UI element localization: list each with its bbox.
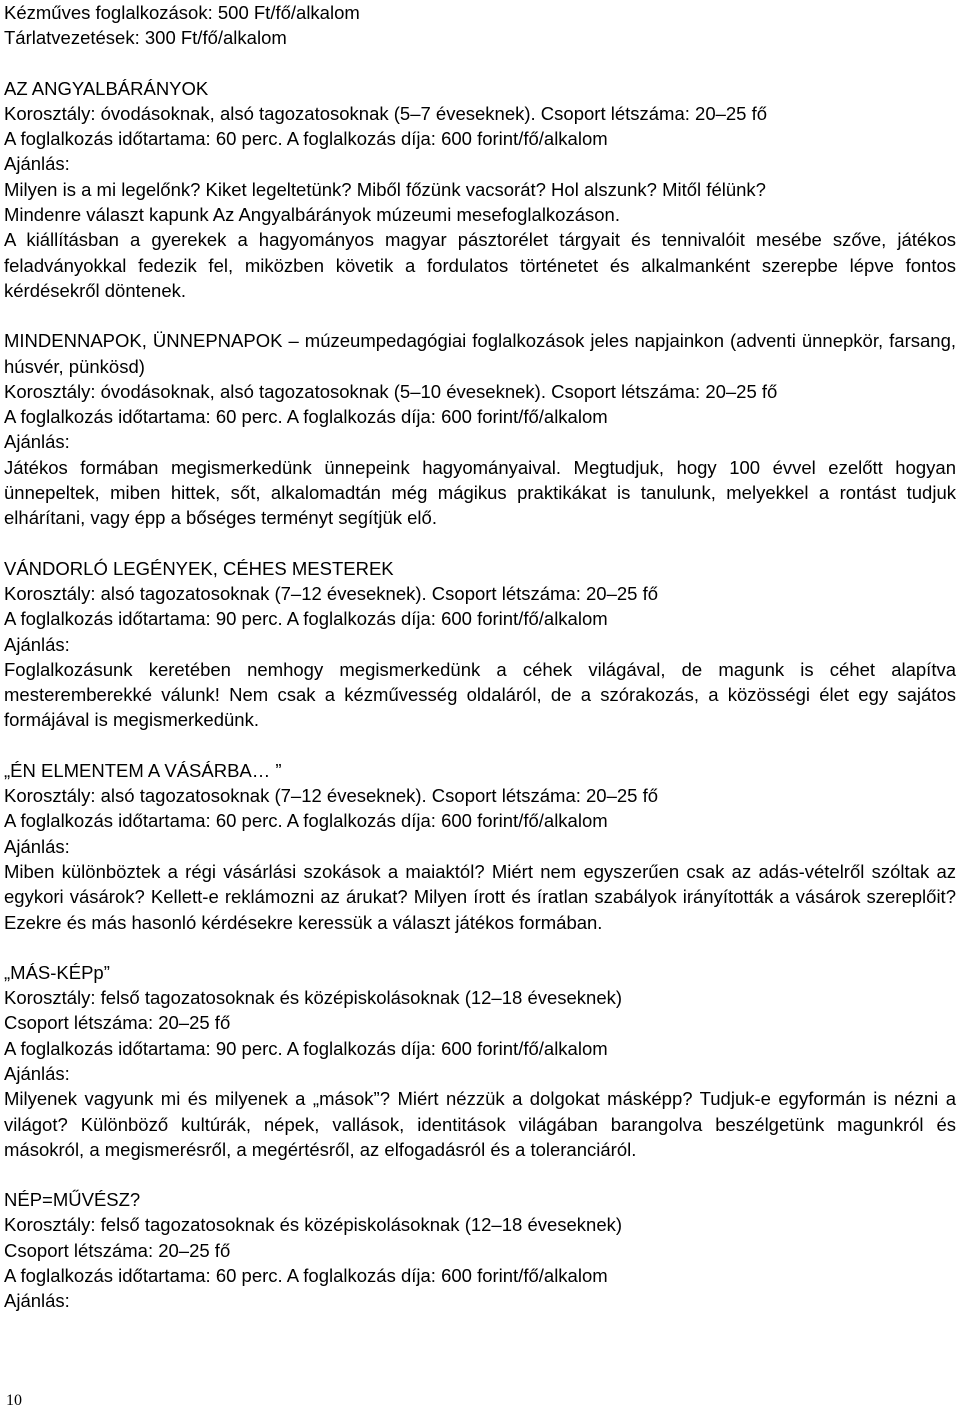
program-age-group: Korosztály: felső tagozatosoknak és középiskolásoknak (12–18 éveseknek) [4,1214,623,1236]
recommendation-label: Ajánlás: [4,1062,70,1084]
program-intro: Mindenre választ kapunk Az Angyalbárányok múzeumi mesefoglalkozáson. [4,204,620,226]
program-description: A kiállításban a gyerekek a hagyományos magyar pásztorélet tárgyait és tennivalóit mesébe szőve, játékos feladványokkal fedezik fel, miközben követik a fordulatos történetet és alkalmanként szerepbe lépve fontos kérdésekről döntenek. [4,229,956,301]
craft-price-line: Kézműves foglalkozások: 500 Ft/fő/alkalom [4,2,360,23]
program-vandorlo-legenyek [4,556,956,733]
program-mas-kepp [4,960,956,1162]
program-intro: Milyen is a mi legelőnk? Kiket legeltetünk? Miből főzünk vacsorát? Hol alszunk? Mitől félünk? [4,178,766,200]
program-duration-fee: A foglalkozás időtartama: 90 perc. A foglalkozás díja: 600 forint/fő/alkalom [4,1037,608,1059]
program-title: NÉP=MŰVÉSZ? [4,1189,141,1211]
program-title: „MÁS-KÉPp” [4,961,110,983]
program-nep-muvesz [4,1187,956,1313]
program-duration-fee: A foglalkozás időtartama: 60 perc. A foglalkozás díja: 600 forint/fő/alkalom [4,406,608,428]
recommendation-label: Ajánlás: [4,153,70,175]
program-age-group: Korosztály: felső tagozatosoknak és középiskolásoknak (12–18 éveseknek) [4,987,623,1009]
recommendation-label: Ajánlás: [4,431,70,453]
program-age-group: Korosztály: óvodásoknak, alsó tagozatosoknak (5–7 éveseknek). Csoport létszáma: 20–25 fő [4,102,768,124]
program-description: Foglalkozásunk keretében nemhogy megismerkedünk a céhek világával, de magunk is céhet alapítva mesteremberekké válunk! Nem csak a kézművesség oldaláról, de a szórakozás, a közösségi élet egy sajátos formájával is megismerkedünk. [4,658,956,731]
program-age-group: Korosztály: óvodásoknak, alsó tagozatosoknak (5–10 éveseknek). Csoport létszáma: 20–25 fő [4,380,778,402]
program-age-group: Korosztály: alsó tagozatosoknak (7–12 éveseknek). Csoport létszáma: 20–25 fő [4,582,659,604]
program-title: „ÉN ELMENTEM A VÁSÁRBA… ” [4,759,282,781]
recommendation-label: Ajánlás: [4,1290,70,1312]
program-title: AZ ANGYALBÁRÁNYOK [4,77,209,99]
program-en-elmentem-a-vasarba [4,758,956,935]
program-duration-fee: A foglalkozás időtartama: 90 perc. A foglalkozás díja: 600 forint/fő/alkalom [4,608,608,630]
document-page [4,0,956,1314]
program-group-size: Csoport létszáma: 20–25 fő [4,1239,231,1261]
program-subtitle: – múzeumpedagógiai foglalkozások jeles napjainkon (adventi ünnepkör, farsang, húsvér, pünkösd) [4,330,956,377]
program-angyalbaranyok [4,76,956,304]
tour-price-line: Tárlatvezetések: 300 Ft/fő/alkalom [4,27,287,49]
recommendation-label: Ajánlás: [4,835,70,857]
program-title: VÁNDORLÓ LEGÉNYEK, CÉHES MESTEREK [4,557,394,579]
program-description: Játékos formában megismerkedünk ünnepeink hagyományaival. Megtudjuk, hogy 100 évvel ezelőtt hogyan ünnepeltek, miben hittek, sőt, alkalomadtán még mágikus praktikákat is tanulunk, melyekkel a rontást tudjuk elhárítani, vagy épp a bőséges terményt segítjük elő. [4,456,956,529]
program-group-size: Csoport létszáma: 20–25 fő [4,1012,231,1034]
program-age-group: Korosztály: alsó tagozatosoknak (7–12 éveseknek). Csoport létszáma: 20–25 fő [4,785,659,807]
program-duration-fee: A foglalkozás időtartama: 60 perc. A foglalkozás díja: 600 forint/fő/alkalom [4,810,608,832]
program-description: Milyenek vagyunk mi és milyenek a „mások”? Miért nézzük a dolgokat másképp? Tudjuk-e egyformán is nézni a világot? Különböző kultúrák, népek, vallások, identitások világában barangolva beszélgetünk magunkról és másokról, a megismerésről, a megértésről, az elfogadásról és a toleranciáról. [4,1088,956,1160]
program-description: Miben különböztek a régi vásárlási szokások a maiaktól? Miért nem egyszerűen csak az adás-vételről szóltak az egykori vásárok? Kellett-e reklámozni az árukat? Milyen írott és íratlan szabályok irányították a vásárok szereplőit? Ezekre és más hasonló kérdésekre keressük a választ játékos formában. [4,860,956,933]
program-duration-fee: A foglalkozás időtartama: 60 perc. A foglalkozás díja: 600 forint/fő/alkalom [4,128,608,150]
program-duration-fee: A foglalkozás időtartama: 60 perc. A foglalkozás díja: 600 forint/fő/alkalom [4,1265,608,1287]
program-mindennapok-unnepnapok [4,328,956,530]
page-number: 10 [6,1392,22,1409]
program-title: MINDENNAPOK, ÜNNEPNAPOK [4,330,283,352]
program-heading [4,328,956,379]
recommendation-label: Ajánlás: [4,633,70,655]
